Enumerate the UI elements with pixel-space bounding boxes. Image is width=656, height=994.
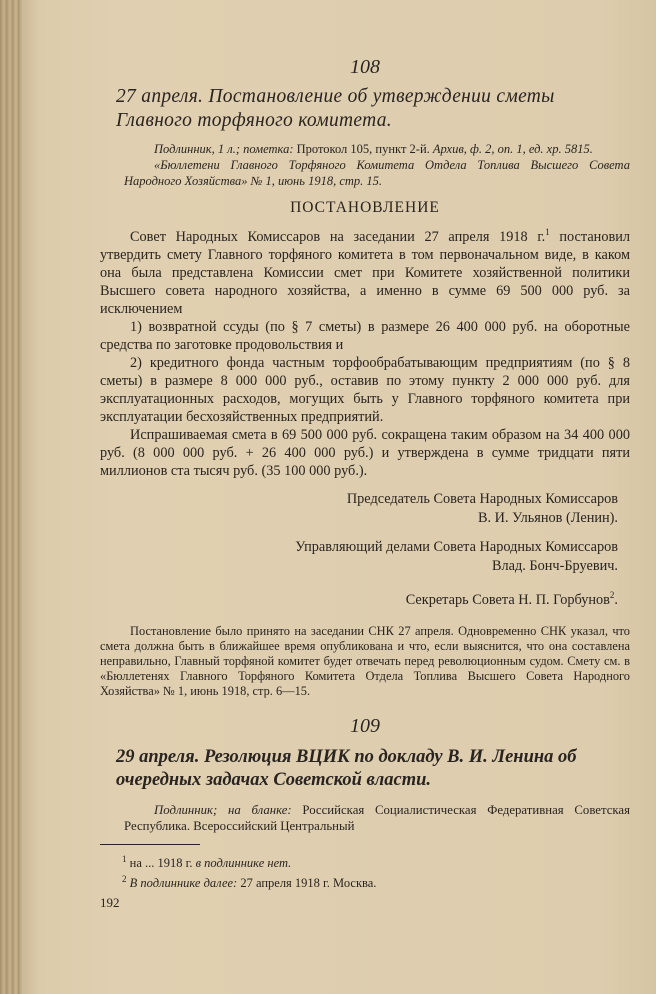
source-bulletin: «Бюллетени Главного Торфяного Комитета Отдела Топлива Высшего Совета Народного Хозяйства» № 1, июнь 1918, стр. 15. [124,158,630,188]
footnote-2 [122,871,630,891]
signature-manager [100,538,630,576]
source-note-109 [124,802,630,834]
footnote-2-mark: 2 [122,873,127,884]
source-line-2 [124,157,630,189]
page-content [100,56,630,891]
signature-manager-title: Управляющий делами Совета Народных Комиссаров [295,538,618,555]
paragraph-2: 1) возвратной ссуды (по § 7 сметы) в размере 26 400 000 руб. на оборотные средства по заготовке продовольствия и [100,318,630,353]
source-109-text: Российская Социалистическая Федеративная Советская Республика. Всероссийский Центральный [124,802,630,833]
footnote-2-comment: В подлиннике далее: [129,875,238,890]
paragraph-1-rest: постановил утвердить смету Главного торфяного комитета в том первоначальном виде, в каком она была представлена Комиссии смет при Комитете хозяйственной политики Высшего совета народного хозяйства, а именно в сумме 69 500 000 руб. за исключением [100,228,630,317]
paragraph-4: Испрашиваемая смета в 69 500 000 руб. сокращена таким образом на 34 400 000 руб. (8 000 000 руб. + 26 400 000 руб.) и утверждена в сумме тридцати пяти миллионов ста тысяч руб. (35 100 000 руб.). [100,426,630,479]
footnote-ref-2: 2 [609,589,615,600]
document-number-108: 108 [350,56,380,78]
signature-chairman [100,490,630,528]
source-note-108 [124,141,630,189]
document-heading-109: 29 апреля. Резолюция ВЦИК по докладу В. И. Ленина об очередных задачах Советской власти. [116,746,577,790]
paragraph-3: 2) кредитного фонда частным торфообрабатывающим предприятиям (по § 8 сметы) в размере 8 000 000 руб., оставив по этому пункту 2 000 000 руб. для эксплуатационных расходов, могущих быть у Главного торфяного комитета при эксплуатации бесхозяйственных предприятий. [100,354,630,425]
book-spine [0,0,22,994]
signature-manager-name: Влад. Бонч-Бруевич. [491,557,618,574]
signature-chairman-title: Председатель Совета Народных Комиссаров [346,490,618,507]
source-line-1 [124,141,630,157]
paragraph-1-start: Совет Народных Комиссаров на заседании 27 апреля 1918 г. [130,228,546,245]
source-109-line [124,802,630,834]
source-text: Протокол 105, пункт 2-й. [296,142,430,156]
editorial-note-108 [100,624,630,699]
footnote-2-text: 27 апреля 1918 г. Москва. [237,875,377,890]
footnote-divider [100,844,200,845]
editorial-note-text: Постановление было принято на заседании СНК 27 апреля. Одновременно СНК указал, что смета должна быть в ближайшее время опубликована и что, если выяснится, что она составлена неправильно, Главный торфяной комитет будет отвечать перед революционным судом. Смету см. в «Бюллетенях Главного Торфяного Комитета Отдела Топлива Высшего Совета Народного Хозяйства» № 1, июнь 1918, стр. 6—15. [100,623,630,698]
page-number: 192 [100,895,120,910]
footnote-1-mark: 1 [122,853,127,864]
source-ref: Архив, ф. 2, оп. 1, ед. хр. 5815. [432,142,593,156]
source-109-label: Подлинник; на бланке: [154,802,292,817]
signature-chairman-name: В. И. Ульянов (Ленин). [477,509,618,526]
signature-secretary-text: Секретарь Совета Н. П. Горбунов [405,591,610,608]
footnote-1 [122,851,630,871]
footnote-1-comment: в подлиннике нет. [192,855,292,870]
resolution-title: ПОСТАНОВЛЕНИЕ [290,199,440,216]
signature-secretary-end: . [614,591,618,608]
document-number-109: 109 [350,714,380,737]
signature-secretary [100,586,630,610]
document-heading-108: 27 апреля. Постановление об утверждении сметы Главного торфяного комитета. [116,86,555,131]
paragraph-1 [100,223,630,318]
source-label: Подлинник, 1 л.; пометка: [154,142,294,156]
footnote-ref-1: 1 [545,227,550,237]
resolution-body [100,223,630,480]
footnote-1-text: на ... 1918 г. [129,855,193,870]
